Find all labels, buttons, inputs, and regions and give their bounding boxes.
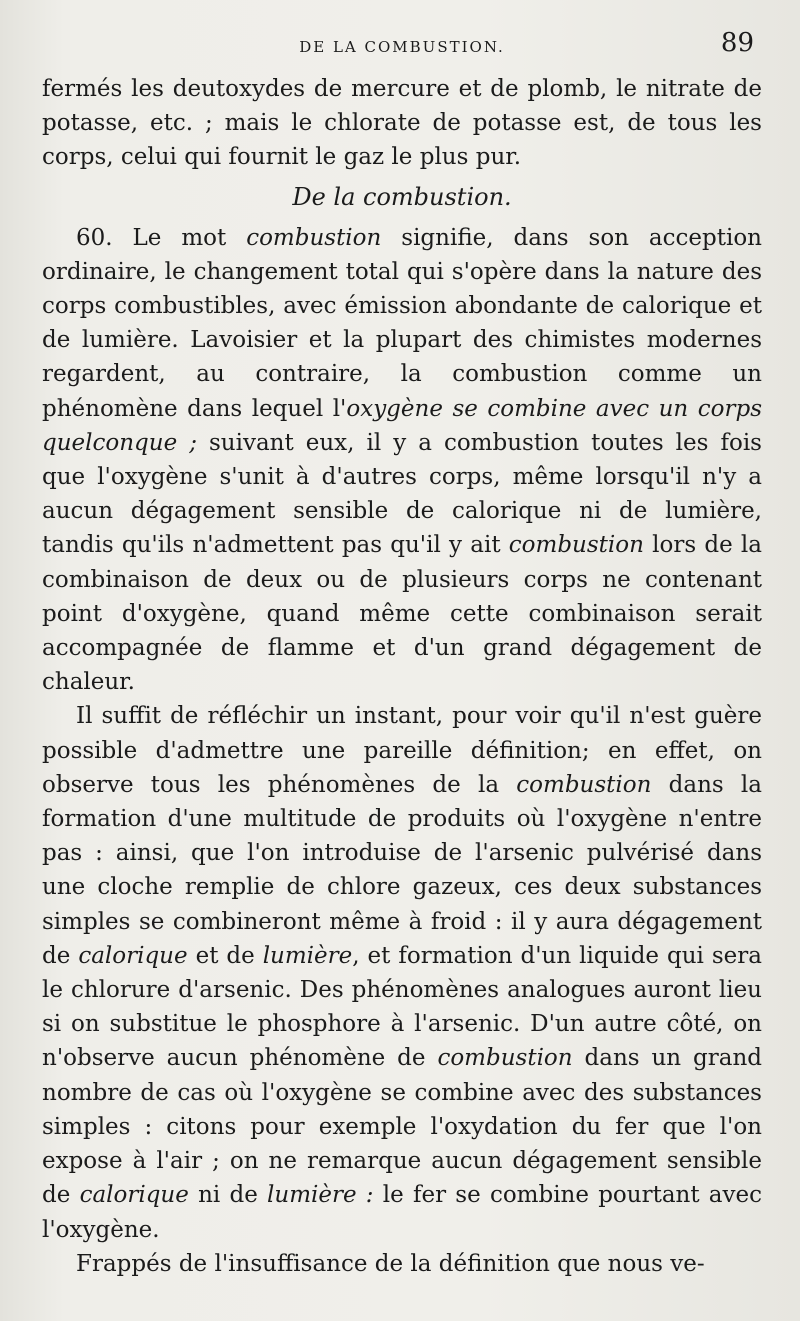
paragraph-final-line: Frappés de l'insuffisance de la définition que nous ve- xyxy=(76,1250,705,1277)
paragraph-continued: fermés les deutoxydes de mercure et de plomb, le nitrate de potasse, etc. ; mais le chlorate de potasse est, de tous les corps, celui qui fournit le gaz le plus pur. xyxy=(42,76,762,171)
italic-term: lumière xyxy=(262,942,353,969)
body-text xyxy=(42,72,762,1281)
italic-term: combustion xyxy=(508,532,644,559)
italic-term: lumière : xyxy=(267,1182,374,1209)
text-run: lors de la combinaison de deux ou de plusieurs corps ne contenant point d'oxygène, quand même cette combinaison serait accompagnée de flamme et d'un grand dégagement de chaleur. xyxy=(42,532,762,696)
italic-term: combustion xyxy=(246,224,382,251)
text-run: signifie, dans son acception ordinaire, le changement total qui s'opère dans la nature des corps combustibles, avec émission abondante de calorique et de lumière. Lavoisier et la plupart des chimistes modernes regardent, au contraire, la combustion comme un phénomène dans lequel l' xyxy=(42,224,762,422)
italic-term: calorique xyxy=(79,1182,189,1209)
text-run: le fer se combine pourtant avec l'oxygène. xyxy=(42,1182,763,1243)
text-run: ni de xyxy=(188,1182,268,1209)
text-run: , et formation d'un liquide qui sera le chlorure d'arsenic. Des phénomènes analogues auront lieu si on substitue le phosphore à l'arsenic. D'un autre côté, on n'observe aucun phénomène de xyxy=(42,942,762,1072)
text-run: dans un grand nombre de cas où l'oxygène se combine avec des substances simples : citons pour exemple l'oxydation du fer que l'on expose à l'air ; on ne remarque aucun dégagement sensible de xyxy=(42,1045,763,1209)
italic-term: combustion xyxy=(516,771,652,798)
paragraph-definition xyxy=(42,221,762,700)
italic-term: calorique xyxy=(78,942,188,969)
running-head: DE LA COMBUSTION. xyxy=(299,38,505,56)
section-title: De la combustion. xyxy=(292,182,512,211)
page-number: 89 xyxy=(720,28,754,58)
page-header xyxy=(42,28,762,72)
italic-term: oxygène se combine avec un corps quelconque ; xyxy=(42,395,762,456)
text-run: suivant eux, il y a combustion toutes les fois que l'oxygène s'unit à d'autres corps, même lorsqu'il n'y a aucun dégagement sensible de calorique ni de lumière, tandis qu'ils n'admettent pas qu'il y ait xyxy=(42,429,762,559)
text-run: Il suffit de réfléchir un instant, pour voir qu'il n'est guère possible d'admettre une pareille définition; en effet, on observe tous les phénomènes de la xyxy=(42,703,762,798)
text-run: dans la formation d'une multitude de produits où l'oxygène n'entre pas : ainsi, que l'on introduise de l'arsenic pulvérisé dans une cloche remplie de chlore gazeux, ces deux substances simples se combineront même à froid : il y aura dégagement de xyxy=(42,771,762,969)
italic-term: combustion xyxy=(437,1045,573,1072)
text-run: 60. Le mot xyxy=(76,224,247,251)
paragraph-critique xyxy=(42,699,762,1246)
text-run: et de xyxy=(187,942,263,969)
